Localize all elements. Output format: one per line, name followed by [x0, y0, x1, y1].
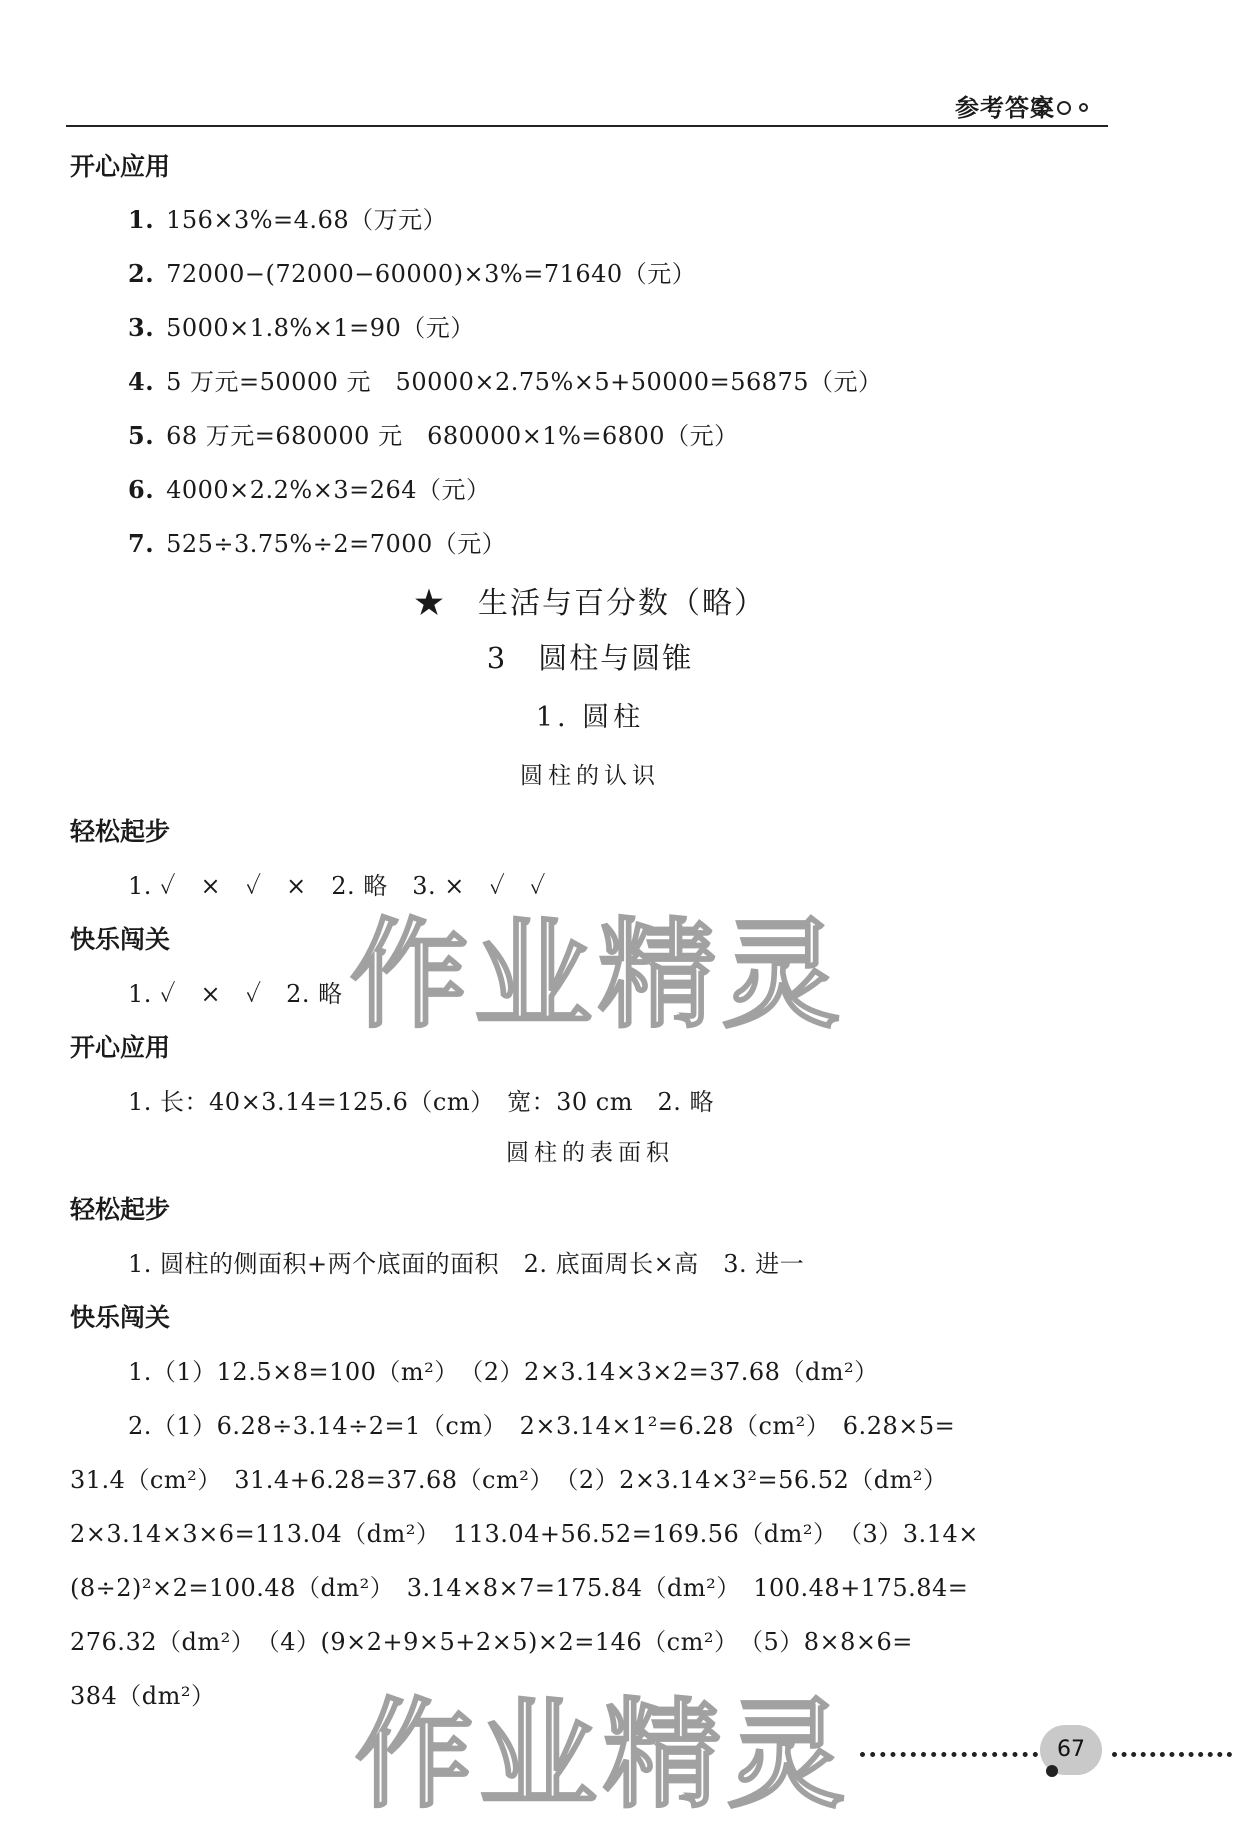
- answer-text: 4000×2.2%×3=264（元）: [166, 476, 491, 504]
- answer-line: 1. ✓ × ✓ × 2. 略 3. × ✓ ✓: [128, 872, 546, 900]
- answer-line: 2.（1）6.28÷3.14÷2=1（cm） 2×3.14×1²=6.28（cm²） 6.28×5=: [128, 1412, 956, 1440]
- answer-line: 31.4（cm²） 31.4+6.28=37.68（cm²） （2）2×3.14×3²=56.52（dm²）: [70, 1466, 948, 1494]
- answer-line: 1. ✓ × ✓ 2. 略: [128, 980, 343, 1008]
- answer-text: 525÷3.75%÷2=7000（元）: [166, 530, 507, 558]
- answer-line: [128, 254, 696, 289]
- circle-icon: [1032, 99, 1049, 116]
- subsection-title: 圆柱的认识: [520, 763, 660, 789]
- answer-line: 384（dm²）: [70, 1682, 216, 1710]
- subsection-title: 圆柱的表面积: [506, 1140, 674, 1166]
- circle-icon: [1057, 101, 1071, 115]
- answer-line: 276.32（dm²） （4）(9×2+9×5+2×5)×2=146（cm²） （5）8×8×6=: [70, 1628, 913, 1656]
- answer-number: 7.: [128, 529, 155, 558]
- answer-line: 1. 长：40×3.14=125.6（cm） 宽：30 cm 2. 略: [128, 1088, 715, 1116]
- answer-text: 156×3%=4.68（万元）: [166, 206, 448, 234]
- lesson-title: 1. 圆柱: [535, 702, 645, 733]
- answer-number: 5.: [128, 421, 155, 450]
- answer-line: [128, 524, 506, 559]
- answer-line: 1. 圆柱的侧面积+两个底面的面积 2. 底面周长×高 3. 进一: [128, 1250, 805, 1278]
- footer-dotted-line: [860, 1752, 1038, 1757]
- section-heading-qingsong-2: 轻松起步: [70, 1195, 171, 1224]
- section-heading-kuaile-1: 快乐闯关: [70, 925, 171, 954]
- answer-line: [128, 200, 447, 235]
- answer-text: 72000−(72000−60000)×3%=71640（元）: [166, 260, 697, 288]
- header-rule: [66, 125, 1108, 127]
- answer-line: [128, 308, 475, 343]
- watermark: 作业精灵: [350, 906, 847, 1044]
- answer-number: 2.: [128, 259, 155, 288]
- dot-icon: [1046, 1765, 1058, 1777]
- footer-dotted-line: [1112, 1752, 1232, 1757]
- answer-line: [128, 362, 883, 397]
- answer-number: 6.: [128, 475, 155, 504]
- unit-title: 3 圆柱与圆锥: [486, 641, 694, 675]
- page-number: 67: [1040, 1725, 1102, 1775]
- answer-line: [128, 416, 739, 451]
- running-header-title: 参考答案: [955, 94, 1055, 122]
- answer-text: 5000×1.8%×1=90（元）: [166, 314, 475, 342]
- watermark: 作业精灵: [355, 1686, 852, 1824]
- chapter-note-title: ★ 生活与百分数（略）: [414, 586, 766, 621]
- answer-line: (8÷2)²×2=100.48（dm²） 3.14×8×7=175.84（dm²） 100.48+175.84=: [70, 1574, 969, 1602]
- answer-number: 4.: [128, 367, 155, 396]
- section-heading-qingsong-1: 轻松起步: [70, 817, 171, 846]
- answer-number: 3.: [128, 313, 155, 342]
- section-heading-kaixin-2: 开心应用: [70, 1033, 171, 1062]
- answer-text: 5 万元=50000 元 50000×2.75%×5+50000=56875（元）: [166, 368, 883, 396]
- answer-line: 1.（1）12.5×8=100（m²） （2）2×3.14×3×2=37.68（dm²）: [128, 1358, 879, 1386]
- answer-line: 2×3.14×3×6=113.04（dm²） 113.04+56.52=169.56（dm²） （3）3.14×: [70, 1520, 979, 1548]
- section-heading-kaixin-1: 开心应用: [70, 152, 171, 181]
- header-circles-ornament: [1032, 97, 1096, 116]
- answer-number: 1.: [128, 205, 155, 234]
- section-heading-kuaile-2: 快乐闯关: [70, 1303, 171, 1332]
- circle-icon: [1079, 103, 1088, 112]
- answer-text: 68 万元=680000 元 680000×1%=6800（元）: [166, 422, 739, 450]
- answer-line: [128, 470, 491, 505]
